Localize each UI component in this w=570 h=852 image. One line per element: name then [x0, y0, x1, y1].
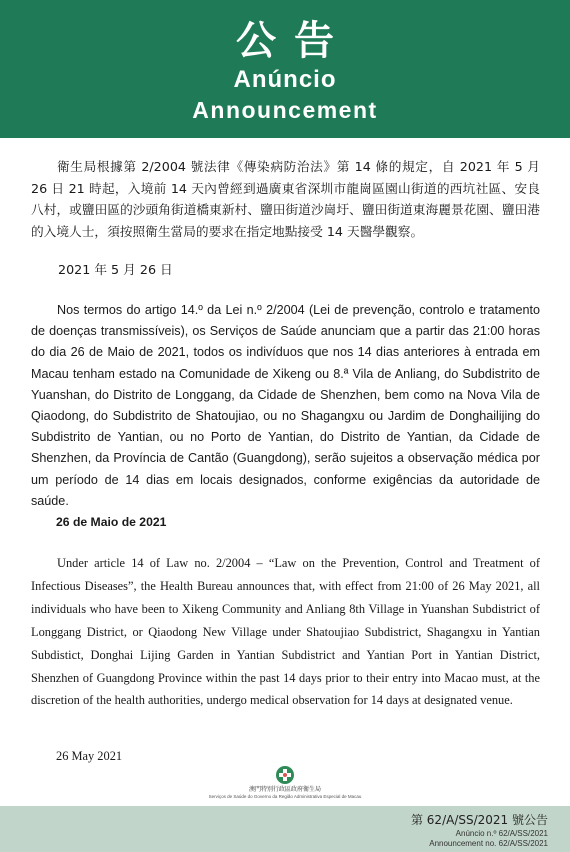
logo-name-chinese: 澳門特別行政區政府衛生局: [248, 786, 321, 793]
reference-number-portuguese: Anúncio n.º 62/A/SS/2021: [455, 829, 548, 838]
reference-number-chinese: 第 62/A/SS/2021 號公告: [410, 813, 548, 827]
health-bureau-cross-icon: [275, 765, 295, 785]
logo-name-portuguese: Serviços de Saúde do Governo da Região Administrativa Especial de Macau: [208, 794, 362, 799]
reference-number-english: Announcement no. 62/A/SS/2021: [429, 839, 548, 848]
portuguese-body: Nos termos do artigo 14.º da Lei n.º 2/2004 (Lei de prevenção, controlo e tratamento de doenças transmissíveis), os Serviços de Saúde anunciam que a partir das 21:00 horas do dia 26 de Maio de 2021, todos os indivíduos que nos 14 dias anteriores à entrada em Macau tenham estado na Comunidade de Xikeng ou 8.ª Vila de Anliang, do Subdistrito de Yuanshan, do Distrito de Longgang, da Cidade de Shenzhen, bem como na Nova Vila de Qiaodong, do Subdistrito de Shatoujiao, ou no Shagangxu ou Jardim de Donghailijing do Subdistrito de Yantian, ou no Porto de Yantian, do Distrito de Yantian, da Cidade de Shenzhen, da Província de Cantão (Guangdong), serão sujeitos a observação médica por um período de 14 dias em locais designados, conforme exigências da autoridade de saúde.: [31, 303, 540, 508]
title-chinese: 公告: [236, 18, 352, 64]
header-banner: [0, 0, 570, 138]
chinese-body: 衛生局根據第 2/2004 號法律《傳染病防治法》第 14 條的規定，自 2021 年 5 月 26 日 21 時起，入境前 14 天內曾經到過廣東省深圳市龍崗區園山街道的西坑社區、安良八村，或鹽田區的沙頭角街道橋東新村、鹽田街道沙崗圩、鹽田街道東海麗景花園、鹽田港的入境人士，須按照衛生當局的要求在指定地點接受 14 天醫學觀察。: [31, 159, 540, 239]
portuguese-date: 26 de Maio de 2021: [56, 515, 167, 529]
chinese-date: 2021 年 5 月 26 日: [58, 262, 173, 277]
health-bureau-logo: [0, 765, 570, 800]
title-portuguese: Anúncio: [233, 66, 337, 93]
english-body: Under article 14 of Law no. 2/2004 – “Law on the Prevention, Control and Treatment of Infectious Diseases”, the Health Bureau announces that, with effect from 21:00 of 26 May 2021, all individuals who have been to Xikeng Community and Anliang 8th Village in Yuanshan Subdistrict of Longgang District, or Qiaodong New Village under Shatoujiao Subdistrict, Shagangxu in Yantian Subdistict, Donghai Lijing Garden in Yantian Subdistrict and Yantian Port in Yantian District, Shenzhen of Guangdong Province within the past 14 days prior to their entry into Macao must, at the discretion of the health authorities, undergo medical observation for 14 days at designated venue.: [31, 556, 540, 708]
title-english: Announcement: [192, 97, 378, 123]
footer-band: [0, 806, 570, 852]
english-date: 26 May 2021: [56, 749, 123, 763]
